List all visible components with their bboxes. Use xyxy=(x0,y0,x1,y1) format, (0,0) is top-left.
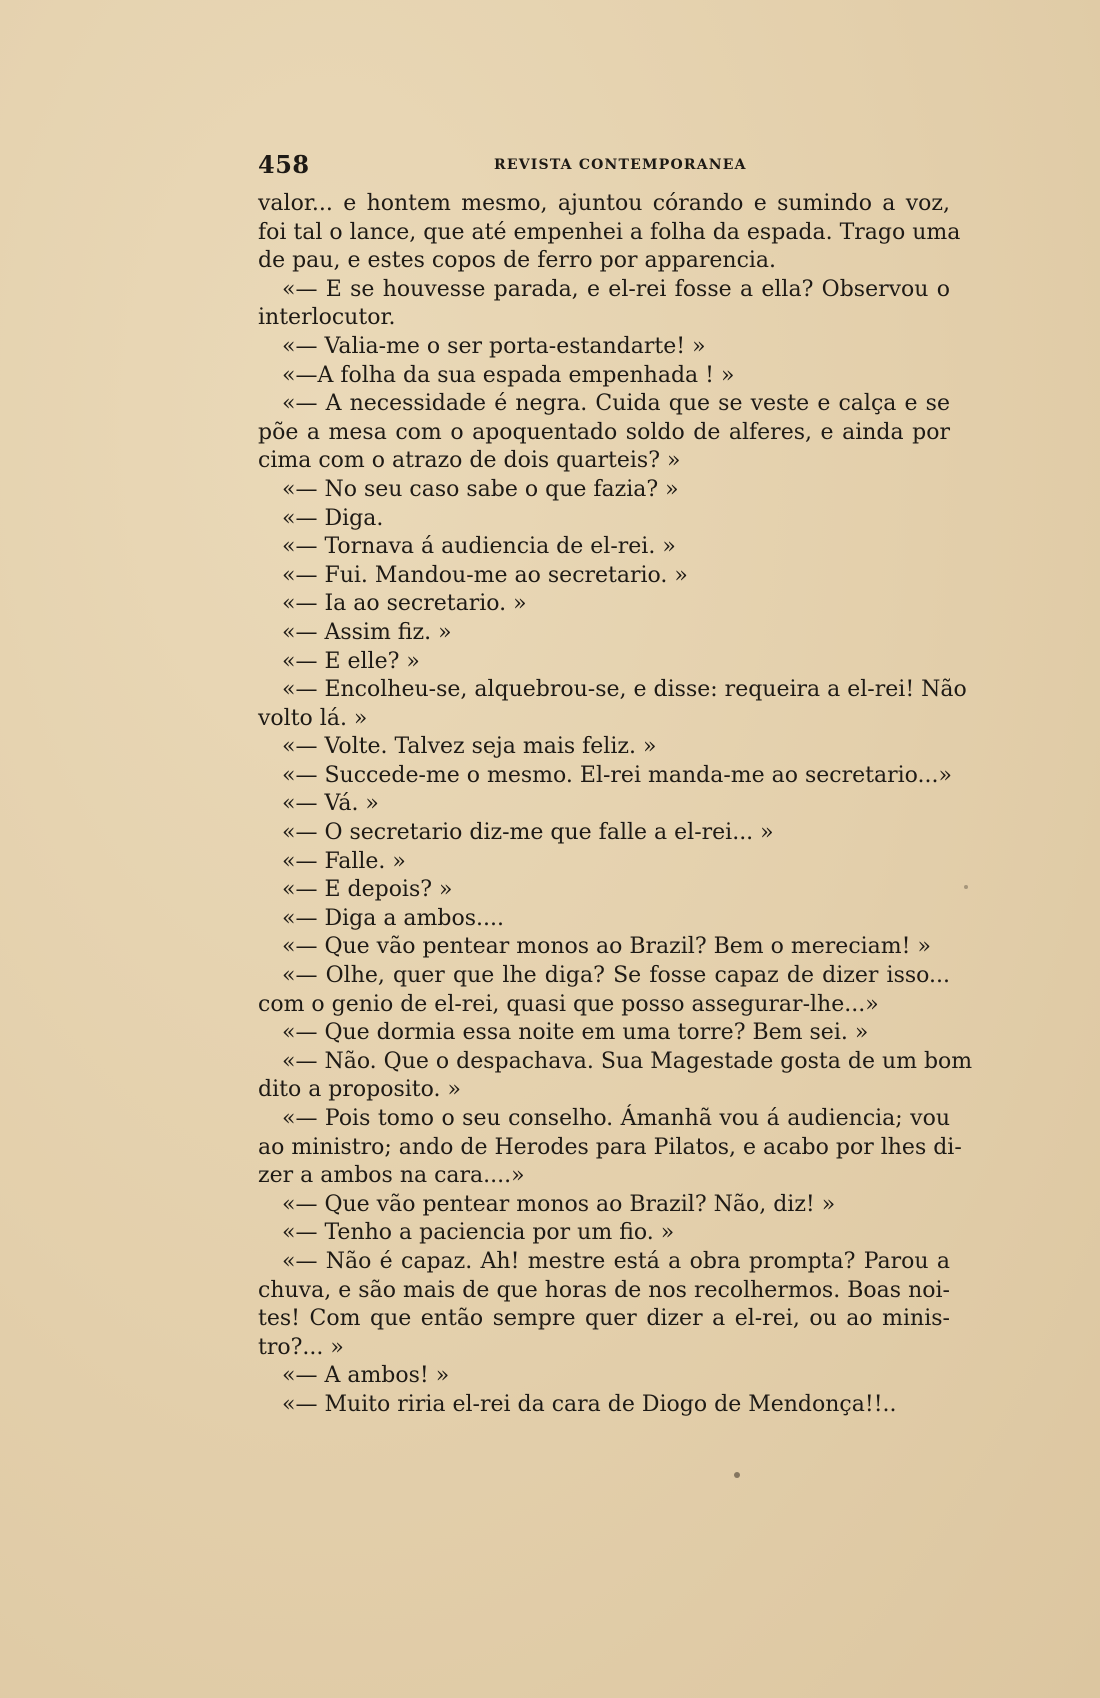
text-line: «— O secretario diz-me que falle a el-rei... » xyxy=(282,820,774,846)
text-line: «— E se houvesse parada, e el-rei fosse a ella? Observou o xyxy=(282,276,950,302)
text-line: chuva, e são mais de que horas de nos recolhermos. Boas noi- xyxy=(258,1277,950,1303)
text-line: «— E depois? » xyxy=(282,877,453,903)
text-line: tes! Com que então sempre quer dizer a el-rei, ou ao minis- xyxy=(258,1306,950,1332)
running-title: REVISTA CONTEMPORANEA xyxy=(494,157,747,173)
text-line: «— Diga a ambos.... xyxy=(282,905,504,931)
text-line: «— A ambos! » xyxy=(282,1363,450,1389)
text-line: «— E elle? » xyxy=(282,648,420,674)
text-line: «— Assim fiz. » xyxy=(282,619,452,645)
text-line: de pau, e estes copos de ferro por apparencia. xyxy=(258,248,777,274)
text-line: com o genio de el-rei, quasi que posso assegurar-lhe...» xyxy=(258,991,879,1017)
text-line: «— Que dormia essa noite em uma torre? Bem sei. » xyxy=(282,1020,869,1046)
text-line: tro?... » xyxy=(258,1334,344,1360)
text-line: «— Fui. Mandou-me ao secretario. » xyxy=(282,562,688,588)
text-line: zer a ambos na cara....» xyxy=(258,1163,525,1189)
text-line: dito a proposito. » xyxy=(258,1077,461,1103)
text-line: «— Volte. Talvez seja mais feliz. » xyxy=(282,734,657,760)
text-line: «— Que vão pentear monos ao Brazil? Não, diz! » xyxy=(282,1191,836,1217)
text-line: «— Encolheu-se, alquebrou-se, e disse: requeira a el-rei! Não xyxy=(282,677,967,703)
text-line: volto lá. » xyxy=(258,705,368,731)
text-line: cima com o atrazo de dois quarteis? » xyxy=(258,448,681,474)
text-line: «— Ia ao secretario. » xyxy=(282,591,527,617)
text-line: valor... e hontem mesmo, ajuntou córando e sumindo a voz, xyxy=(258,191,950,216)
text-line: «— Tornava á audiencia de el-rei. » xyxy=(282,534,676,560)
text-line: «— Diga. xyxy=(282,505,384,531)
text-line: «— No seu caso sabe o que fazia? » xyxy=(282,476,679,502)
text-line: «— Succede-me o mesmo. El-rei manda-me ao secretario...» xyxy=(282,762,952,788)
text-line: interlocutor. xyxy=(258,305,396,331)
ink-speck-mark xyxy=(734,1472,740,1478)
text-line: «— Pois tomo o seu conselho. Ámanhã vou á audiencia; vou xyxy=(282,1106,950,1131)
text-line: «—A folha da sua espada empenhada ! » xyxy=(282,362,735,388)
text-line: foi tal o lance, que até empenhei a folha da espada. Trago uma xyxy=(258,219,961,245)
text-line: «— Valia-me o ser porta-estandarte! » xyxy=(282,333,706,359)
text-line: «— Que vão pentear monos ao Brazil? Bem o mereciam! » xyxy=(282,934,931,960)
page-header xyxy=(258,150,948,184)
page-number: 458 xyxy=(258,150,310,179)
text-line: «— Vá. » xyxy=(282,791,379,817)
body-text xyxy=(258,190,973,1420)
text-line: «— Olhe, quer que lhe diga? Se fosse capaz de dizer isso... xyxy=(282,963,950,989)
text-line: «— A necessidade é negra. Cuida que se veste e calça e se xyxy=(282,391,950,417)
text-line: põe a mesa com o apoquentado soldo de alferes, e ainda por xyxy=(258,419,950,445)
text-line: «— Muito riria el-rei da cara de Diogo de Mendonça!!.. xyxy=(282,1391,897,1417)
text-line: «— Tenho a paciencia por um fio. » xyxy=(282,1220,675,1246)
text-line: ao ministro; ando de Herodes para Pilatos, e acabo por lhes di- xyxy=(258,1134,962,1160)
text-line: «— Não é capaz. Ah! mestre está a obra prompta? Parou a xyxy=(282,1248,950,1274)
text-line: «— Não. Que o despachava. Sua Magestade gosta de um bom xyxy=(282,1048,973,1074)
text-line: «— Falle. » xyxy=(282,848,406,874)
ink-speck-mark xyxy=(964,885,968,889)
